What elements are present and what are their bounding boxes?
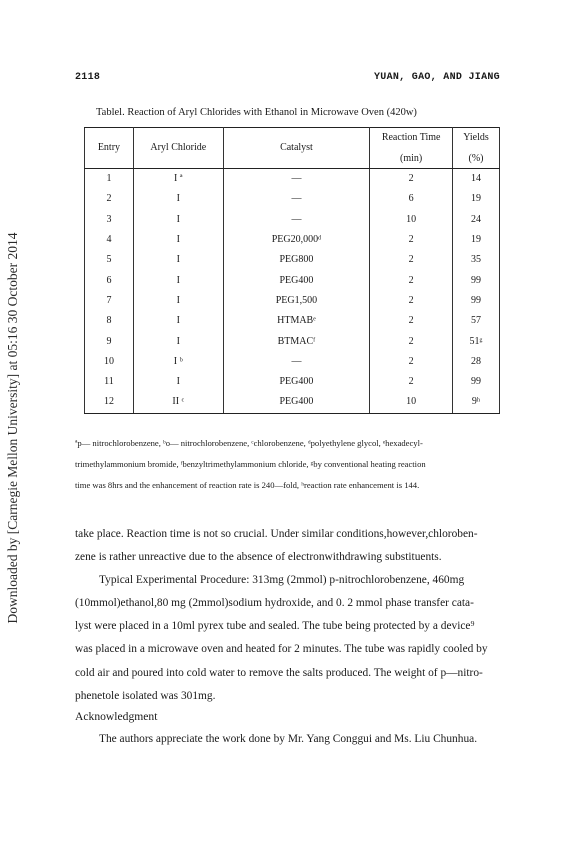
cell-aryl-chloride: II ᶜ: [133, 392, 223, 413]
cell-aryl-chloride: I ª: [133, 169, 223, 190]
cell-catalyst: PEG800: [223, 250, 370, 270]
table-row: [85, 270, 500, 290]
yields-unit: (%): [468, 152, 484, 164]
cell-aryl-chloride: I: [133, 250, 223, 270]
cell-yield: 99: [453, 372, 500, 392]
cell-catalyst: PEG400: [223, 372, 370, 392]
cell-reaction-time: 2: [370, 311, 453, 331]
column-header-aryl-chloride: Aryl Chloride: [133, 128, 223, 169]
table-row: [85, 392, 500, 413]
column-header-entry: Entry: [85, 128, 134, 169]
cell-catalyst: —: [223, 169, 370, 190]
cell-catalyst: PEG1,500: [223, 291, 370, 311]
reaction-table: [84, 127, 500, 414]
cell-catalyst: PEG400: [223, 392, 370, 413]
cell-yield: 14: [453, 169, 500, 190]
cell-reaction-time: 2: [370, 352, 453, 372]
procedure-heading-line: Typical Experimental Procedure: 313mg (2mmol) p-nitrochlorobenzene, 460mg: [99, 574, 465, 587]
cell-yield: 24: [453, 210, 500, 230]
paragraph-line: cold air and poured into cold water to remove the salts produced. The weight of p—nitro-: [75, 666, 483, 679]
cell-aryl-chloride: I: [133, 291, 223, 311]
paragraph-line: was placed in a microwave oven and heated for 2 minutes. The tube was rapidly cooled by: [75, 643, 488, 656]
table-row: [85, 169, 500, 190]
table-caption: Tablel. Reaction of Aryl Chlorides with Ethanol in Microwave Oven (420w): [96, 107, 417, 118]
cell-catalyst: —: [223, 210, 370, 230]
table-row: [85, 230, 500, 250]
cell-reaction-time: 2: [370, 291, 453, 311]
cell-entry: 3: [85, 210, 134, 230]
cell-entry: 12: [85, 392, 134, 413]
footnote-line: ªp— nitrochlorobenzene, ᵇo— nitrochlorobenzene, ᶜchlorobenzene, ᵈpolyethylene glycol, ᵉhexadecyl-: [75, 438, 423, 448]
table-row: [85, 311, 500, 331]
column-header-reaction-time: [370, 128, 453, 169]
cell-catalyst: —: [223, 189, 370, 209]
cell-entry: 8: [85, 311, 134, 331]
footnote-line: trimethylammonium bromide, ᶠbenzyltrimethylammonium chloride, ᵍby conventional heating reaction: [75, 459, 426, 469]
paragraph-line: (10mmol)ethanol,80 mg (2mmol)sodium hydroxide, and 0. 2 mmol phase transfer cata-: [75, 597, 474, 610]
cell-reaction-time: 2: [370, 250, 453, 270]
cell-yield: 35: [453, 250, 500, 270]
cell-reaction-time: 6: [370, 189, 453, 209]
download-notice: [2, 218, 24, 638]
cell-entry: 6: [85, 270, 134, 290]
cell-yield: 57: [453, 311, 500, 331]
paragraph-line: take place. Reaction time is not so crucial. Under similar conditions,however,chloroben-: [75, 528, 478, 540]
cell-catalyst: PEG20,000ᵈ: [223, 230, 370, 250]
paragraph-line: phenetole isolated was 301mg.: [75, 689, 216, 702]
cell-reaction-time: 2: [370, 230, 453, 250]
paragraph-line: zene is rather unreactive due to the absence of electronwithdrawing substituents.: [75, 551, 442, 564]
cell-catalyst: —: [223, 352, 370, 372]
cell-reaction-time: 10: [370, 392, 453, 413]
cell-reaction-time: 2: [370, 270, 453, 290]
table-row: [85, 331, 500, 351]
cell-entry: 11: [85, 372, 134, 392]
cell-entry: 9: [85, 331, 134, 351]
reaction-time-unit: (min): [400, 152, 423, 164]
cell-yield: 9ʰ: [453, 392, 500, 413]
cell-aryl-chloride: I: [133, 210, 223, 230]
table-body: [85, 169, 500, 414]
table-row: [85, 352, 500, 372]
cell-catalyst: PEG400: [223, 270, 370, 290]
cell-aryl-chloride: I: [133, 189, 223, 209]
table-row: [85, 210, 500, 230]
table-row: [85, 291, 500, 311]
cell-yield: 51ᵍ: [453, 331, 500, 351]
cell-yield: 99: [453, 270, 500, 290]
yields-label: Yields: [463, 131, 489, 143]
cell-entry: 7: [85, 291, 134, 311]
running-head-authors: YUAN, GAO, AND JIANG: [373, 72, 500, 83]
cell-entry: 2: [85, 189, 134, 209]
column-header-yields: [453, 128, 500, 169]
cell-aryl-chloride: I: [133, 311, 223, 331]
cell-yield: 28: [453, 352, 500, 372]
cell-reaction-time: 10: [370, 210, 453, 230]
page-number: 2118: [75, 72, 101, 83]
cell-reaction-time: 2: [370, 169, 453, 190]
table-footnotes: [75, 433, 505, 496]
cell-catalyst: HTMABᵉ: [223, 311, 370, 331]
acknowledgment-text: The authors appreciate the work done by Mr. Yang Conggui and Ms. Liu Chunhua.: [99, 733, 478, 745]
column-header-catalyst: Catalyst: [223, 128, 370, 169]
cell-aryl-chloride: I: [133, 331, 223, 351]
table-row: [85, 372, 500, 392]
cell-aryl-chloride: I: [133, 372, 223, 392]
cell-aryl-chloride: I ᵇ: [133, 352, 223, 372]
acknowledgment-heading: Acknowledgment: [75, 710, 158, 723]
footnote-line: time was 8hrs and the enhancement of reaction rate is 240—fold, ʰreaction rate enhancement is 144.: [75, 480, 420, 490]
body-text: [75, 523, 503, 708]
cell-aryl-chloride: I: [133, 230, 223, 250]
cell-aryl-chloride: I: [133, 270, 223, 290]
table-row: [85, 189, 500, 209]
reaction-time-label: Reaction Time: [381, 131, 441, 143]
download-notice-text: Downloaded by [Carnegie Mellon University] at 05:16 30 October 2014: [5, 232, 20, 624]
table-row: [85, 250, 500, 270]
cell-entry: 10: [85, 352, 134, 372]
cell-reaction-time: 2: [370, 372, 453, 392]
table-header-row: [85, 128, 500, 169]
cell-yield: 19: [453, 189, 500, 209]
cell-catalyst: BTMACᶠ: [223, 331, 370, 351]
cell-reaction-time: 2: [370, 331, 453, 351]
cell-entry: 4: [85, 230, 134, 250]
cell-entry: 5: [85, 250, 134, 270]
cell-entry: 1: [85, 169, 134, 190]
paragraph-line: lyst were placed in a 10ml pyrex tube and sealed. The tube being protected by a device⁹: [75, 620, 475, 633]
cell-yield: 99: [453, 291, 500, 311]
cell-yield: 19: [453, 230, 500, 250]
